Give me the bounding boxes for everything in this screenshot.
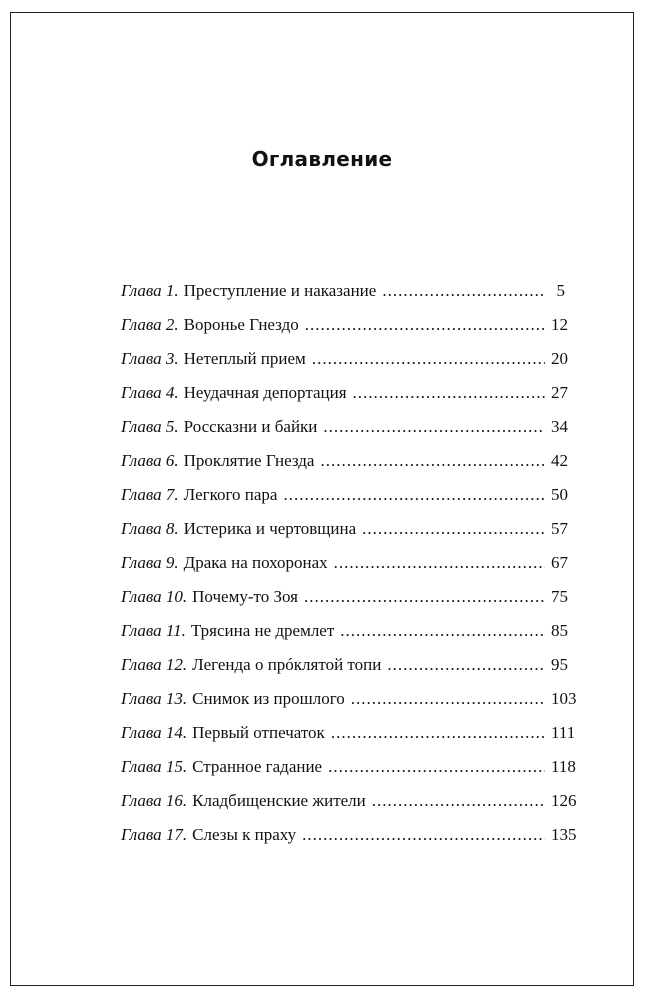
dot-leader [382,281,545,301]
chapter-label: Глава 6. [121,451,179,470]
chapter-label: Глава 13. [121,689,188,708]
page-number: 42 [551,451,568,470]
chapter-title: Нетеплый прием [183,349,306,368]
page-number: 57 [551,519,568,538]
chapter-title: Трясина не дремлет [190,621,335,640]
dot-leader [283,485,545,505]
dot-leader [312,349,545,369]
toc-entry[interactable] [121,519,568,553]
book-page [10,12,634,986]
dot-leader [320,451,545,471]
chapter-label: Глава 4. [121,383,179,402]
dot-leader [302,825,545,845]
chapter-label: Глава 7. [121,485,179,504]
chapter-title: Странное гадание [192,757,323,776]
toc-entry[interactable] [121,723,576,757]
dot-leader [334,553,545,573]
page-number: 50 [551,485,568,504]
dot-leader [362,519,545,539]
toc-entry[interactable] [121,451,568,485]
page-number: 20 [551,349,568,368]
page-number: 126 [551,791,577,810]
chapter-label: Глава 15. [121,757,188,776]
chapter-label: Глава 8. [121,519,179,538]
page-number: 12 [551,315,568,334]
chapter-title: Снимок из прошлого [192,689,345,708]
chapter-title: Почему-то Зоя [192,587,298,606]
page-number: 135 [551,825,577,844]
chapter-label: Глава 1. [121,281,179,300]
page-number: 67 [551,553,568,572]
dot-leader [323,417,545,437]
chapter-label: Глава 3. [121,349,179,368]
toc-entry[interactable] [121,485,568,519]
page-number: 27 [551,383,568,402]
toc-entry[interactable] [121,553,568,587]
chapter-title: Воронье Гнездо [183,315,299,334]
page-number: 85 [551,621,568,640]
chapter-title: Россказни и байки [183,417,318,436]
chapter-title: Легкого пара [183,485,278,504]
dot-leader [353,383,545,403]
chapter-title: Легенда о прóклятой топи [192,655,382,674]
toc-entry[interactable] [121,757,576,791]
chapter-label: Глава 12. [121,655,188,674]
dot-leader [387,655,545,675]
dot-leader [304,587,545,607]
chapter-title: Истерика и чертовщина [183,519,357,538]
page-number: 111 [551,723,576,742]
toc-entry[interactable] [121,689,577,723]
chapter-label: Глава 16. [121,791,188,810]
chapter-label: Глава 14. [121,723,188,742]
page-number: 5 [556,281,565,300]
chapter-title: Преступление и наказание [183,281,377,300]
table-of-contents [121,281,577,859]
chapter-title: Неудачная депортация [183,383,347,402]
page-number: 95 [551,655,568,674]
toc-entry[interactable] [121,281,565,315]
chapter-label: Глава 10. [121,587,188,606]
dot-leader [340,621,545,641]
toc-entry[interactable] [121,825,577,859]
toc-entry[interactable] [121,587,568,621]
page-number: 34 [551,417,568,436]
page-number: 118 [551,757,576,776]
dot-leader [372,791,545,811]
chapter-label: Глава 5. [121,417,179,436]
toc-entry[interactable] [121,791,577,825]
toc-entry[interactable] [121,315,568,349]
chapter-label: Глава 9. [121,553,179,572]
dot-leader [305,315,545,335]
chapter-label: Глава 17. [121,825,188,844]
dot-leader [331,723,545,743]
toc-entry[interactable] [121,349,568,383]
toc-entry[interactable] [121,655,568,689]
chapter-label: Глава 2. [121,315,179,334]
chapter-label: Глава 11. [121,621,186,640]
chapter-title: Драка на похоронах [183,553,328,572]
chapter-title: Первый отпечаток [192,723,325,742]
chapter-title: Слезы к праху [192,825,297,844]
page-number: 75 [551,587,568,606]
page-number: 103 [551,689,577,708]
chapter-title: Проклятие Гнезда [183,451,315,470]
chapter-title: Кладбищенские жители [192,791,366,810]
dot-leader [351,689,545,709]
toc-entry[interactable] [121,621,568,655]
toc-entry[interactable] [121,417,568,451]
page-title: Оглавление [251,147,393,171]
dot-leader [328,757,545,777]
toc-entry[interactable] [121,383,568,417]
